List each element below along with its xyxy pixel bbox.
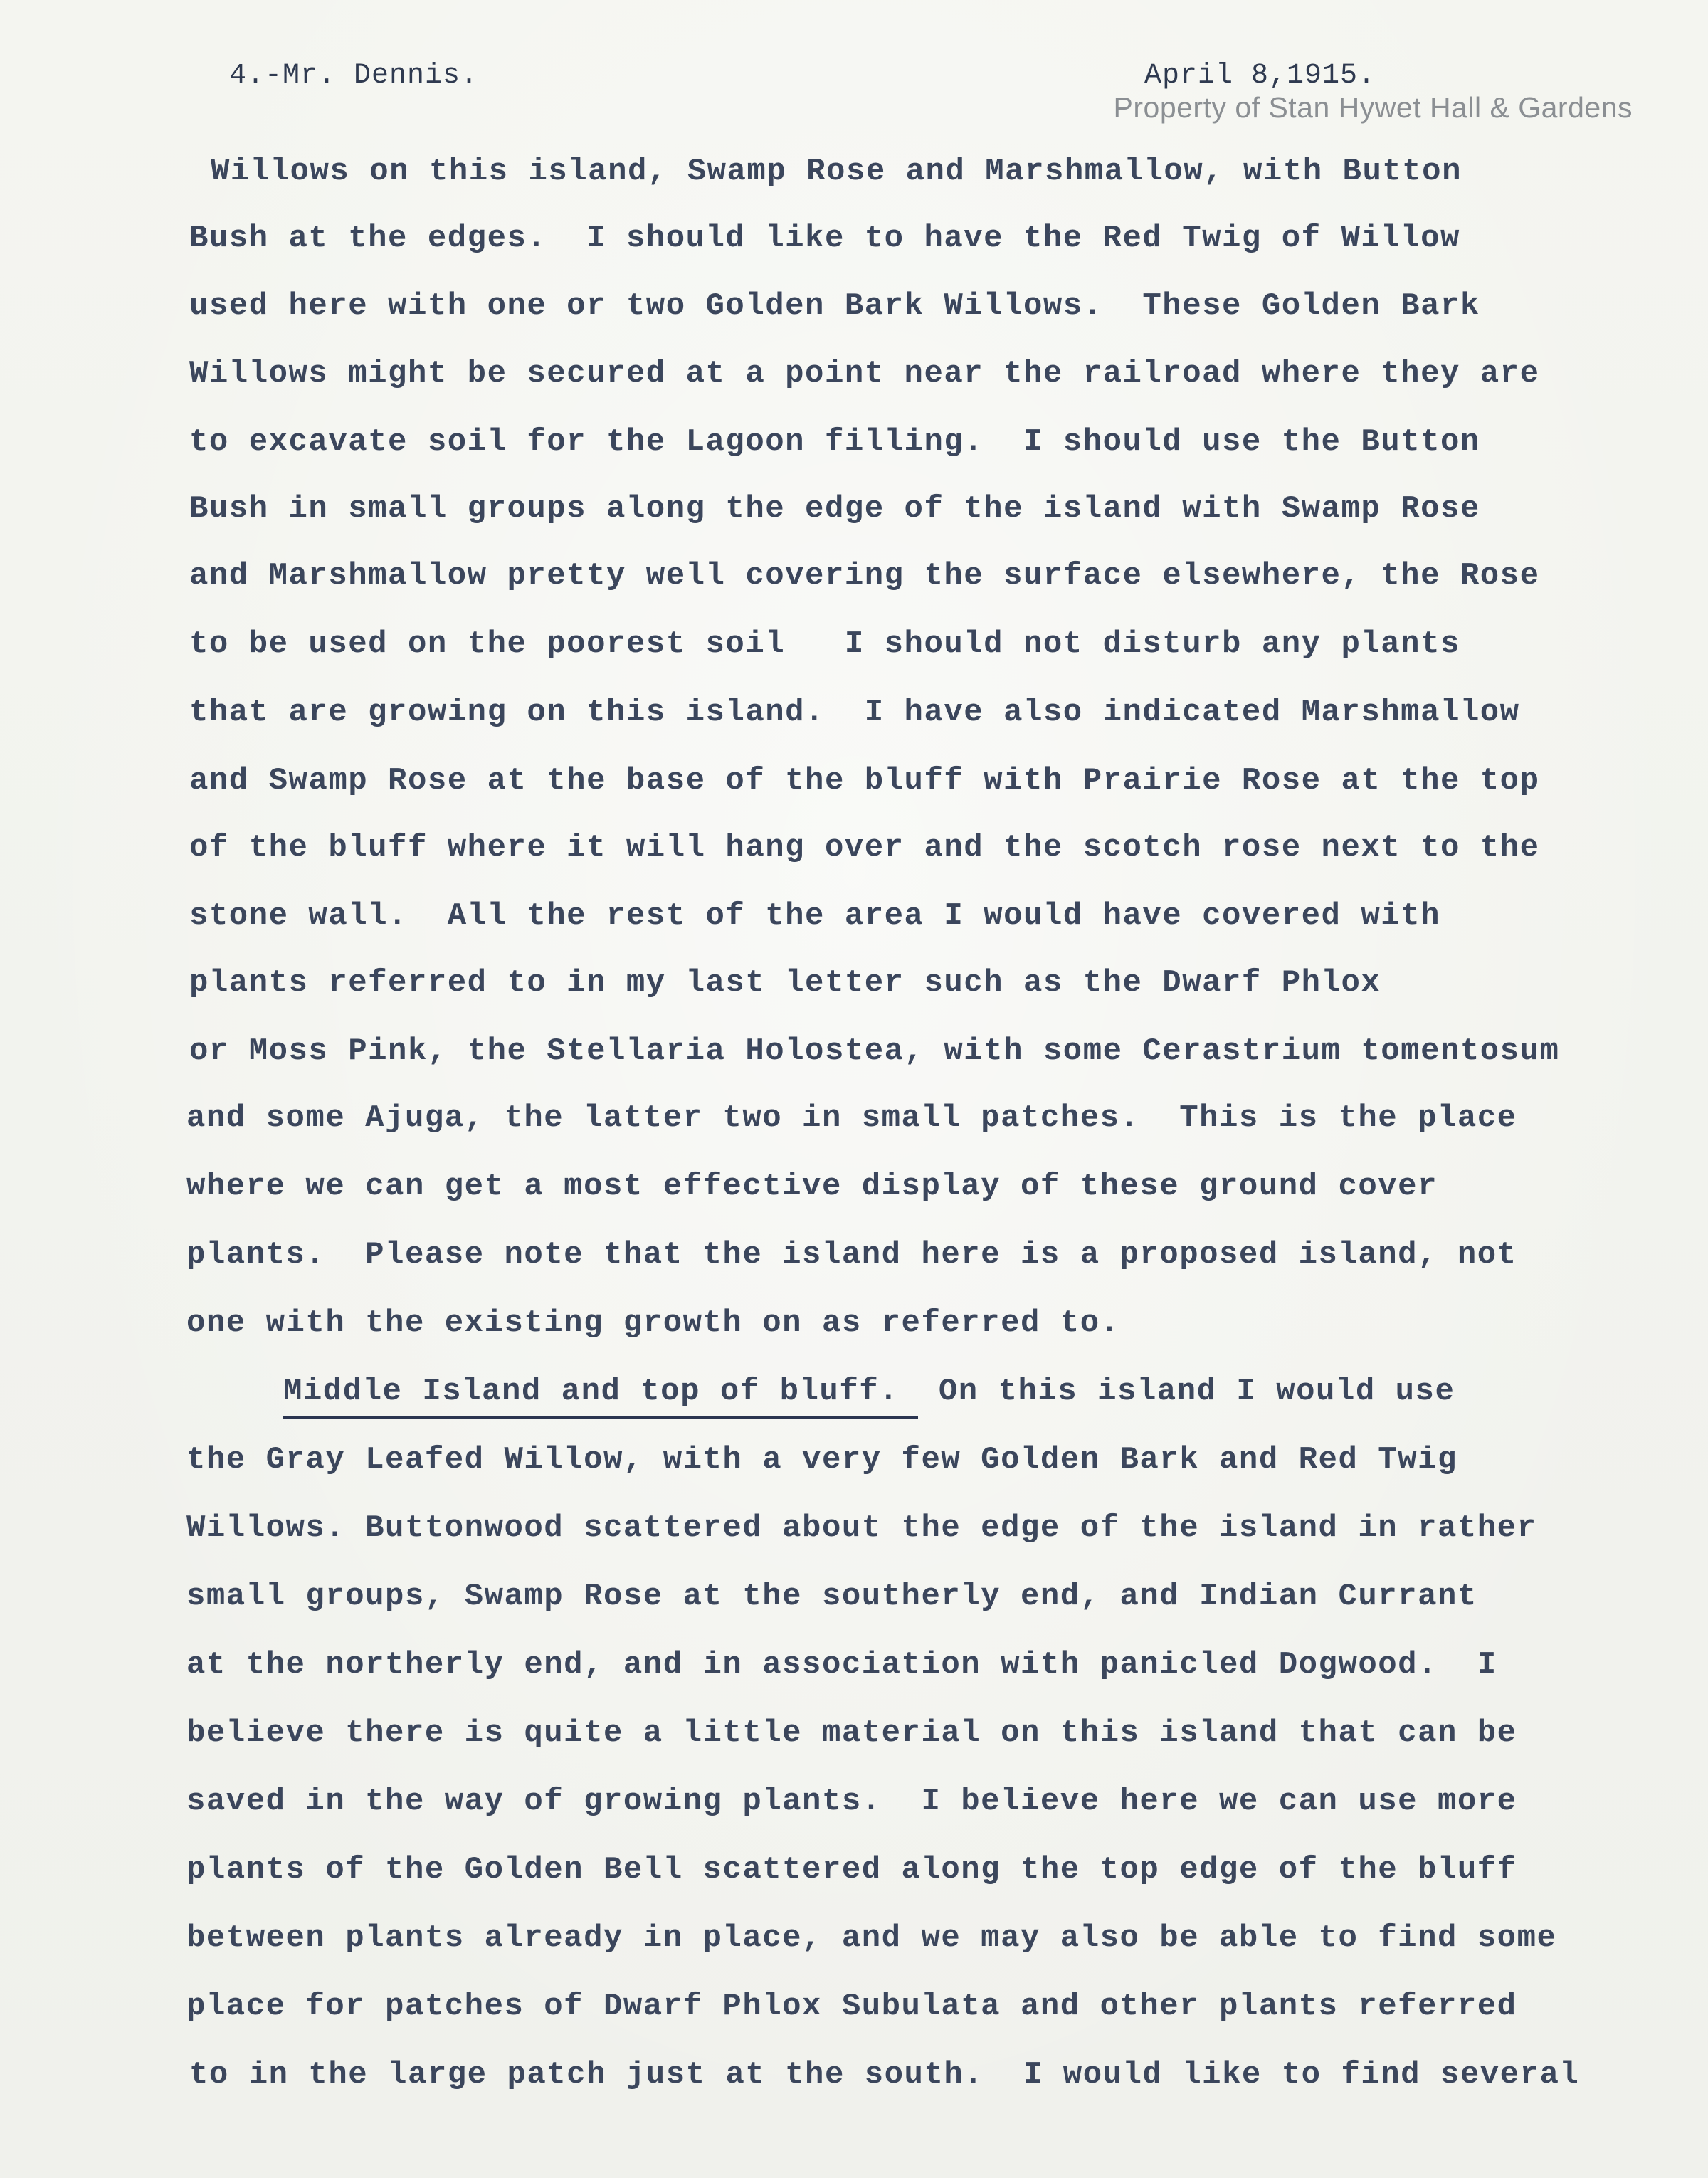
text-line: believe there is quite a little material on this island that can be: [186, 1715, 1517, 1751]
section-heading-line: Middle Island and top of bluff. On this island I would use: [283, 1374, 1455, 1409]
text-line: used here with one or two Golden Bark Willows. These Golden Bark: [189, 288, 1480, 324]
text-line: stone wall. All the rest of the area I would have covered with: [189, 898, 1440, 934]
text-line: at the northerly end, and in association with panicled Dogwood. I: [186, 1647, 1497, 1683]
text-line: Bush at the edges. I should like to have the Red Twig of Willow: [189, 221, 1460, 256]
text-line: small groups, Swamp Rose at the southerly end, and Indian Currant: [186, 1579, 1477, 1614]
text-line: to excavate soil for the Lagoon filling. I should use the Button: [189, 424, 1480, 460]
letter-date: April 8,1915.: [1144, 60, 1376, 92]
text-line: and Swamp Rose at the base of the bluff with Prairie Rose at the top: [189, 763, 1540, 799]
text-line: plants of the Golden Bell scattered along the top edge of the bluff: [186, 1852, 1517, 1888]
text-line: to in the large patch just at the south. I would like to find several: [189, 2057, 1580, 2093]
text-line: Willows. Buttonwood scattered about the edge of the island in rather: [186, 1510, 1537, 1546]
text-line: plants referred to in my last letter such as the Dwarf Phlox: [189, 965, 1381, 1001]
section-heading-underline: [283, 1416, 918, 1419]
text-line: where we can get a most effective display of these ground cover: [186, 1169, 1438, 1204]
text-line: saved in the way of growing plants. I believe here we can use more: [186, 1784, 1517, 1819]
text-line: Willows on this island, Swamp Rose and Marshmallow, with Button: [211, 154, 1462, 189]
text-line: plants. Please note that the island here is a proposed island, not: [186, 1237, 1517, 1273]
text-line: the Gray Leafed Willow, with a very few Golden Bark and Red Twig: [186, 1442, 1457, 1478]
text-line: and Marshmallow pretty well covering the surface elsewhere, the Rose: [189, 558, 1540, 594]
text-line: Willows might be secured at a point near the railroad where they are: [189, 356, 1540, 391]
text-line: that are growing on this island. I have also indicated Marshmallow: [189, 695, 1520, 730]
text-line: and some Ajuga, the latter two in small patches. This is the place: [186, 1100, 1517, 1136]
text-line: place for patches of Dwarf Phlox Subulata and other plants referred: [186, 1989, 1517, 2024]
ownership-watermark: Property of Stan Hywet Hall & Gardens: [1113, 91, 1633, 124]
letter-recipient-heading: 4.-Mr. Dennis.: [229, 60, 479, 92]
text-line: or Moss Pink, the Stellaria Holostea, with some Cerastrium tomentosum: [189, 1033, 1560, 1069]
text-line: one with the existing growth on as referred to.: [186, 1305, 1120, 1341]
text-line: to be used on the poorest soil I should not disturb any plants: [189, 626, 1460, 662]
text-line: Bush in small groups along the edge of the island with Swamp Rose: [189, 491, 1480, 527]
text-line: of the bluff where it will hang over and the scotch rose next to the: [189, 830, 1540, 866]
text-line: between plants already in place, and we may also be able to find some: [186, 1920, 1557, 1956]
